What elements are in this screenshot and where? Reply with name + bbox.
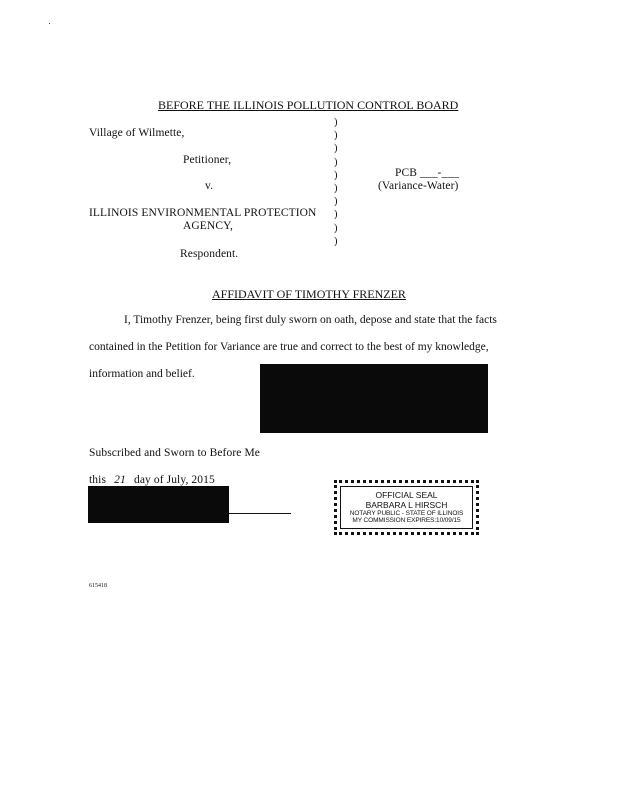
petitioner-role: Petitioner, — [183, 154, 232, 166]
paren: ) — [334, 209, 338, 221]
seal-inner-box — [340, 486, 473, 529]
board-heading: BEFORE THE ILLINOIS POLLUTION CONTROL BOARD — [158, 98, 459, 112]
seal-line-1: OFFICIAL SEAL — [375, 490, 438, 500]
paren: ) — [334, 196, 338, 208]
petitioner-name: Village of Wilmette, — [89, 127, 185, 139]
case-number: PCB ___-___ — [395, 167, 460, 179]
respondent-name-line2: AGENCY, — [183, 220, 234, 232]
seal-line-2: BARBARA L HIRSCH — [365, 500, 448, 510]
case-type: (Variance-Water) — [378, 180, 459, 192]
paren: ) — [334, 182, 338, 194]
day-of-label: day of July, 2015 — [133, 474, 215, 486]
notary-signature-line — [229, 513, 291, 514]
body-line-2: contained in the Petition for Variance are true and correct to the best of my knowledge, — [89, 341, 489, 353]
affidavit-title: AFFIDAVIT OF TIMOTHY FRENZER — [212, 287, 406, 301]
this-label: this — [89, 474, 107, 486]
subscribed-text: Subscribed and Sworn to Before Me — [89, 447, 260, 459]
respondent-name-line1: ILLINOIS ENVIRONMENTAL PROTECTION — [89, 207, 317, 219]
seal-line-4: MY COMMISSION EXPIRES:10/09/15 — [352, 517, 461, 524]
paren: ) — [334, 130, 338, 142]
respondent-role: Respondent. — [180, 248, 239, 260]
body-line-3: information and belief. — [89, 368, 195, 380]
paren: ) — [334, 235, 338, 247]
versus: v. — [205, 180, 214, 192]
paren: ) — [334, 117, 338, 128]
caption-parentheses — [334, 116, 344, 248]
seal-line-3: NOTARY PUBLIC - STATE OF ILLINOIS — [349, 510, 464, 517]
redacted-signature — [260, 364, 488, 433]
scan-speck — [49, 23, 50, 24]
notary-seal-stamp — [334, 480, 479, 535]
body-line-1: I, Timothy Frenzer, being first duly sworn on oath, depose and state that the facts — [124, 314, 497, 326]
footer-code: 615418 — [89, 583, 107, 589]
redacted-notary-signature — [88, 486, 229, 523]
handwritten-day: 21 — [109, 474, 131, 487]
paren: ) — [334, 156, 338, 168]
paren: ) — [334, 222, 338, 234]
paren: ) — [334, 143, 338, 155]
paren: ) — [334, 169, 338, 181]
